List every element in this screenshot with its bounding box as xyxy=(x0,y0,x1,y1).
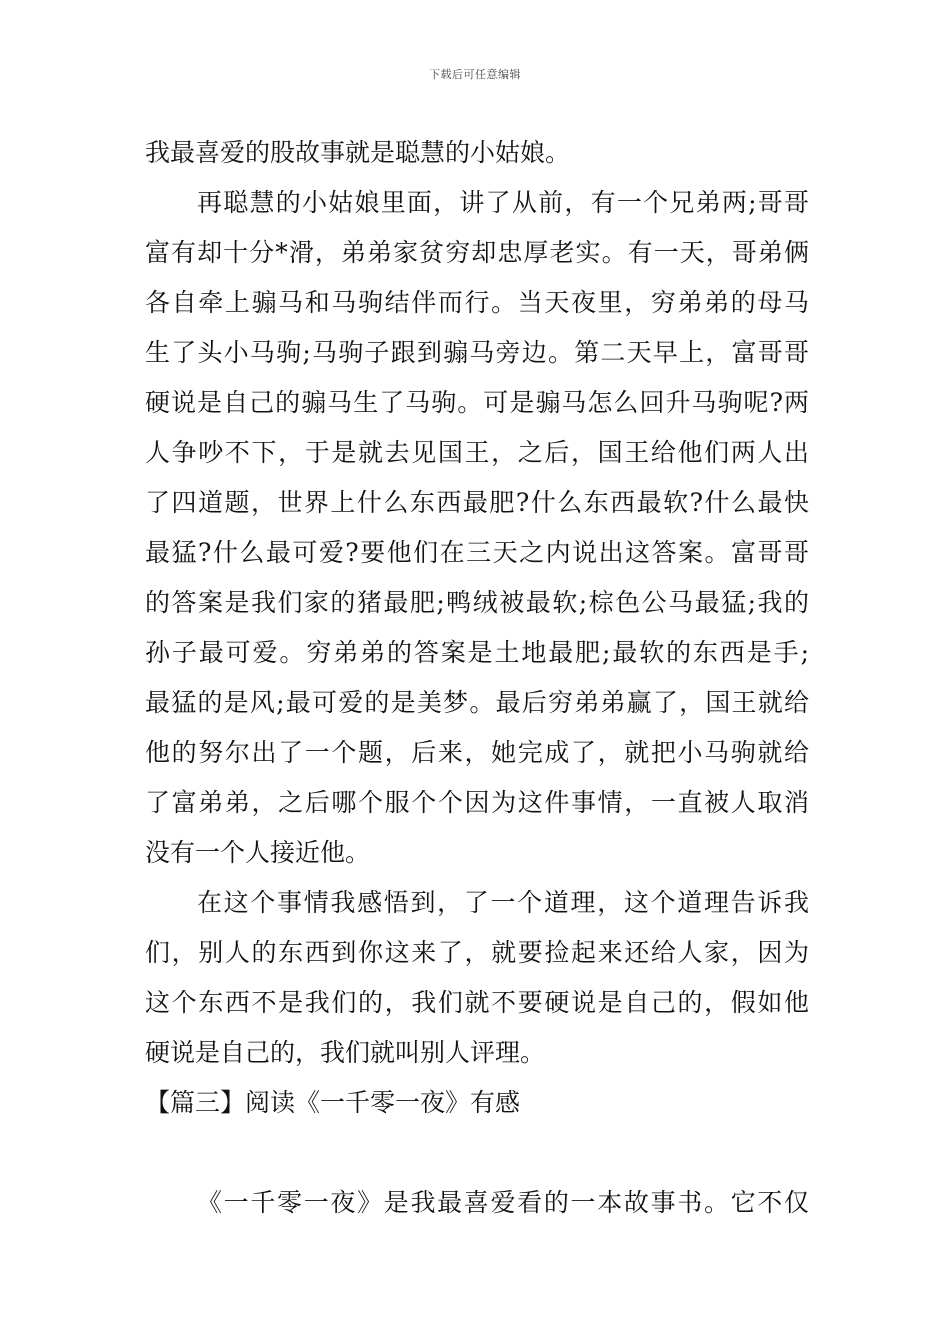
header-note: 下载后可任意编辑 xyxy=(429,68,521,81)
blank-line xyxy=(145,1128,809,1178)
section-heading: 【篇三】阅读《一千零一夜》有感 xyxy=(145,1088,521,1117)
text-line: 最猛?什么最可爱?要他们在三天之内说出这答案。富哥哥 xyxy=(145,538,809,567)
paragraph-1 xyxy=(145,128,809,178)
paragraph-4 xyxy=(145,1178,809,1228)
text-line: 人争吵不下，于是就去见国王，之后，国王给他们两人出 xyxy=(145,438,809,467)
text-line: 孙子最可爱。穷弟弟的答案是土地最肥;最软的东西是手; xyxy=(145,638,809,667)
text-line: 没有一个人接近他。 xyxy=(145,838,371,867)
text-line: 们，别人的东西到你这来了，就要捡起来还给人家，因为 xyxy=(145,938,809,967)
text-line: 这个东西不是我们的，我们就不要硬说是自己的，假如他 xyxy=(145,988,809,1017)
text-line: 我最喜爱的股故事就是聪慧的小姑娘。 xyxy=(145,138,571,167)
text-line: 的答案是我们家的猪最肥;鸭绒被最软;棕色公马最猛;我的 xyxy=(145,588,809,617)
text-line: 在这个事情我感悟到，了一个道理，这个道理告诉我 xyxy=(197,888,809,917)
text-line: 了富弟弟，之后哪个服个个因为这件事情，一直被人取消 xyxy=(145,788,809,817)
paragraph-3 xyxy=(145,878,809,1078)
text-line: 富有却十分*滑，弟弟家贫穷却忠厚老实。有一天，哥弟俩 xyxy=(145,238,809,267)
document-body xyxy=(145,128,809,1228)
text-line: 生了头小马驹;马驹子跟到骟马旁边。第二天早上，富哥哥 xyxy=(145,338,809,367)
text-line: 了四道题，世界上什么东西最肥?什么东西最软?什么最快 xyxy=(145,488,809,517)
text-line: 最猛的是风;最可爱的是美梦。最后穷弟弟赢了，国王就给 xyxy=(145,688,809,717)
text-line: 硬说是自己的骟马生了马驹。可是骟马怎么回升马驹呢?两 xyxy=(145,388,809,417)
text-line: 各自牵上骟马和马驹结伴而行。当天夜里，穷弟弟的母马 xyxy=(145,288,809,317)
text-line: 再聪慧的小姑娘里面，讲了从前，有一个兄弟两;哥哥 xyxy=(197,188,809,217)
text-line: 硬说是自己的，我们就叫别人评理。 xyxy=(145,1038,546,1067)
text-line: 《一千零一夜》是我最喜爱看的一本故事书。它不仅 xyxy=(197,1188,809,1217)
text-line: 他的努尔出了一个题，后来，她完成了，就把小马驹就给 xyxy=(145,738,809,767)
paragraph-2 xyxy=(145,178,809,878)
